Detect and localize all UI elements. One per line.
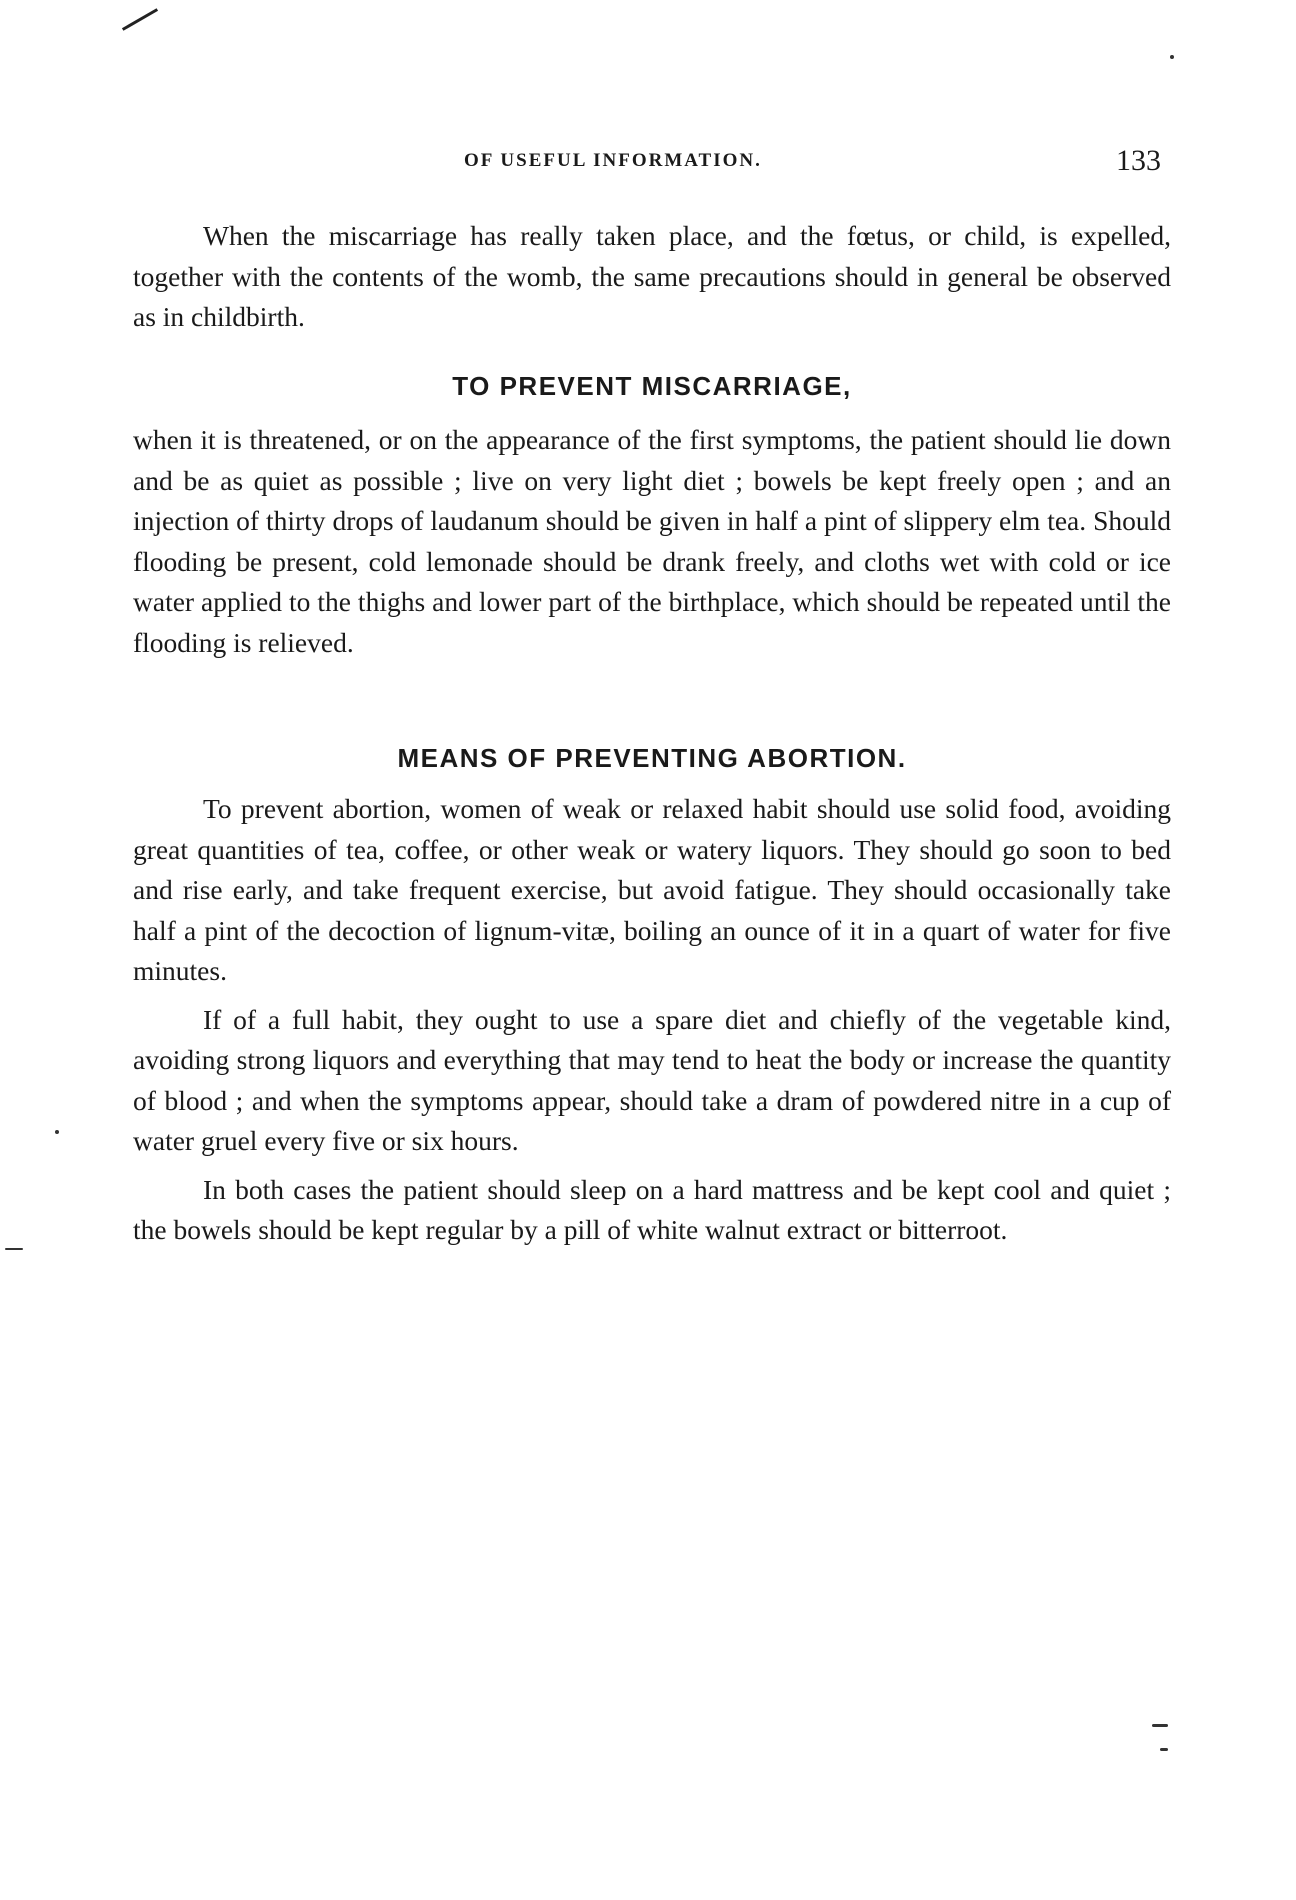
scan-speck	[55, 1130, 59, 1134]
paragraph-miscarriage-taken-place	[133, 216, 1171, 338]
paragraph-prevent-miscarriage	[133, 420, 1171, 663]
ink-mark-top-left	[122, 8, 158, 31]
scan-speck	[1152, 1724, 1168, 1727]
page-number: 133	[1116, 144, 1161, 177]
scan-speck	[5, 1248, 23, 1250]
paragraph-weak-habit: To prevent abortion, women of weak or relaxed habit should use solid food, avoiding great quantities of tea, coffee, or other weak or watery liquors. They should go soon to bed and rise early, and take frequent exercise, but avoid fatigue. They should occasionally take half a pint of the decoction of lignum-vitæ, boiling an ounce of it in a quart of water for five minutes.	[133, 793, 1171, 986]
section-preventing-abortion	[133, 789, 1171, 1251]
paragraph-text: when it is threatened, or on the appearance of the first symptoms, the patient should lie down and be as quiet as possible ; live on very light diet ; bowels be kept freely open ; and an injection of thirty drops of laudanum should be given in half a pint of slippery elm tea. Should flooding be present, cold lemonade should be drank freely, and cloths wet with cold or ice water applied to the thighs and lower part of the birthplace, which should be repeated until the flooding is relieved.	[133, 424, 1171, 658]
running-title: OF USEFUL INFORMATION.	[464, 150, 762, 171]
scan-speck	[1160, 1748, 1168, 1751]
paragraph-both-cases: In both cases the patient should sleep on a hard mattress and be kept cool and quiet ; the bowels should be kept regular by a pill of white walnut extract or bitterroot.	[133, 1173, 1171, 1245]
running-head	[0, 144, 1296, 188]
paragraph-text: When the miscarriage has really taken place, and the fœtus, or child, is expelled, together with the contents of the womb, the same precautions should in general be observed as in childbirth.	[133, 220, 1171, 332]
section-heading-prevent-miscarriage: TO PREVENT MISCARRIAGE,	[452, 371, 852, 401]
scan-speck	[1170, 55, 1174, 59]
paragraph-full-habit: If of a full habit, they ought to use a spare diet and chiefly of the vegetable kind, avoiding strong liquors and everything that may tend to heat the body or increase the quantity of blood ; and when the symptoms appear, should take a dram of powdered nitre in a cup of water gruel every five or six hours.	[133, 1003, 1171, 1156]
section-heading-preventing-abortion: MEANS OF PREVENTING ABORTION.	[397, 743, 907, 773]
